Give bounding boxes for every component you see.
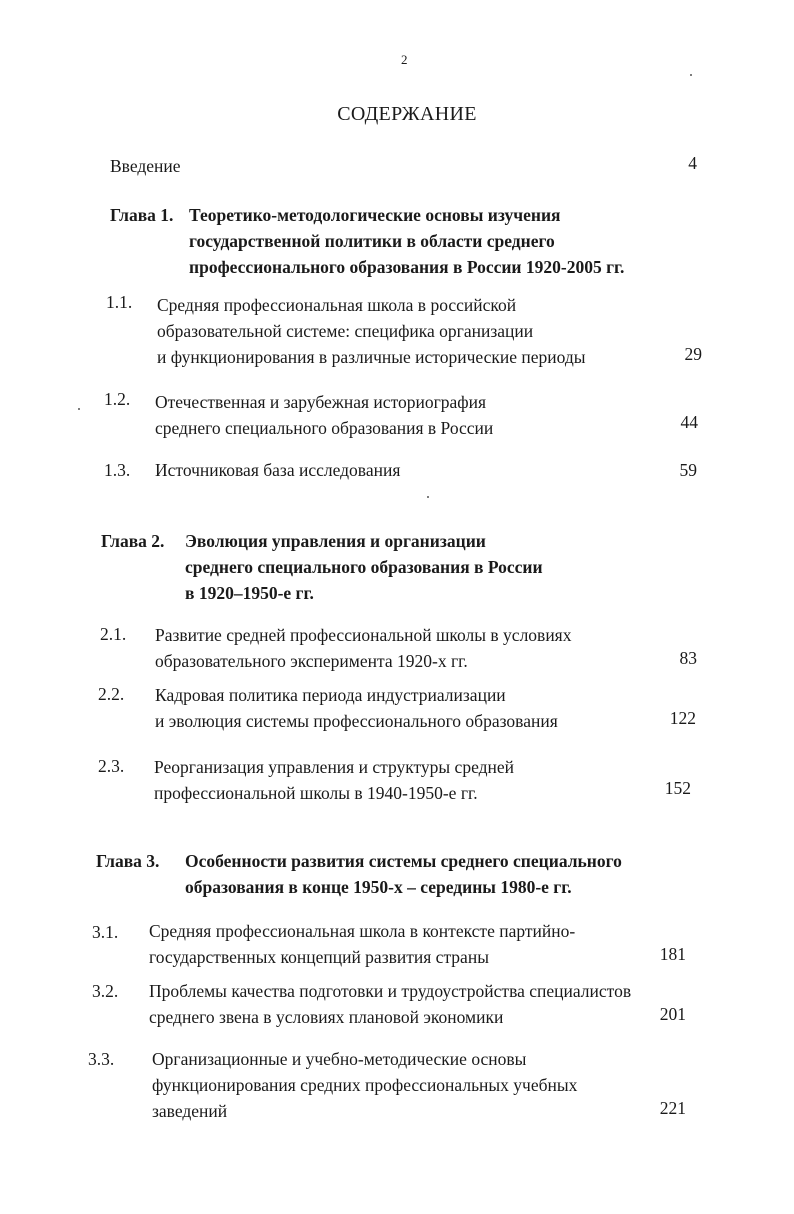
section-1-1-title <box>157 292 586 370</box>
section-2-3-title <box>154 754 514 806</box>
chapter-2-title <box>185 528 543 606</box>
toc-intro-page: 4 <box>688 153 697 173</box>
chapter-1-title-line: Теоретико-методологические основы изучения <box>189 205 561 225</box>
toc-title: СОДЕРЖАНИЕ <box>337 103 477 125</box>
section-1-3-page: 59 <box>679 460 697 480</box>
section-2-1-number: 2.1. <box>100 624 127 644</box>
chapter-1-title-line: профессионального образования в России 1920-2005 гг. <box>189 257 625 277</box>
section-2-1-page: 83 <box>679 648 697 668</box>
section-title-line: среднего специального образования в России <box>155 418 494 438</box>
chapter-1-label: Глава 1. <box>110 205 174 225</box>
section-3-1-title <box>149 918 575 970</box>
section-3-3-page: 221 <box>659 1098 686 1118</box>
section-3-3-number: 3.3. <box>88 1049 115 1069</box>
section-title-line: функционирования средних профессиональных учебных <box>152 1075 578 1095</box>
section-2-2-number: 2.2. <box>98 684 125 704</box>
section-1-1-page: 29 <box>684 344 702 364</box>
scan-speck <box>427 496 429 498</box>
section-title-line: Источниковая база исследования <box>155 460 401 480</box>
section-1-2-number: 1.2. <box>104 389 131 409</box>
chapter-2-title-line: среднего специального образования в России <box>185 557 543 577</box>
chapter-2-label: Глава 2. <box>101 531 165 551</box>
section-3-1-number: 3.1. <box>92 922 119 942</box>
chapter-2-title-line: в 1920–1950-е гг. <box>185 583 314 603</box>
chapter-1-title <box>189 202 624 280</box>
chapter-3-title-line: образования в конце 1950-х – середины 1980-е гг. <box>185 877 572 897</box>
section-1-2-page: 44 <box>680 412 698 432</box>
section-title-line: Организационные и учебно-методические основы <box>152 1049 527 1069</box>
scan-speck <box>690 74 692 76</box>
section-2-2-title <box>155 682 558 734</box>
section-title-line: среднего звена в условиях плановой экономики <box>149 1007 504 1027</box>
scan-speck <box>78 408 80 410</box>
section-2-3-page: 152 <box>664 778 691 798</box>
section-3-2-title <box>149 978 631 1030</box>
section-1-3-number: 1.3. <box>104 460 131 480</box>
section-title-line: Развитие средней профессиональной школы в условиях <box>155 625 572 645</box>
section-title-line: государственных концепций развития страны <box>149 947 489 967</box>
section-title-line: Реорганизация управления и структуры средней <box>154 757 515 777</box>
section-2-3-number: 2.3. <box>98 756 125 776</box>
section-3-2-number: 3.2. <box>92 981 119 1001</box>
section-2-1-title <box>155 622 571 674</box>
section-3-3-title <box>152 1046 577 1124</box>
section-title-line: Средняя профессиональная школа в контексте партийно- <box>149 921 576 941</box>
section-title-line: Проблемы качества подготовки и трудоустройства специалистов <box>149 981 632 1001</box>
section-1-2-title <box>155 389 493 441</box>
section-title-line: и функционирования в различные исторические периоды <box>157 347 586 367</box>
section-title-line: Средняя профессиональная школа в российской <box>157 295 517 315</box>
section-title-line: образовательной системе: специфика организации <box>157 321 534 341</box>
page-number: 2 <box>401 52 408 67</box>
chapter-3-title-line: Особенности развития системы среднего специального <box>185 851 622 871</box>
section-title-line: профессиональной школы в 1940-1950-е гг. <box>154 783 478 803</box>
toc-intro-label: Введение <box>110 156 181 176</box>
section-title-line: Отечественная и зарубежная историография <box>155 392 487 412</box>
section-title-line: заведений <box>152 1101 228 1121</box>
section-title-line: образовательного эксперимента 1920-х гг. <box>155 651 468 671</box>
section-1-3-title <box>155 457 400 483</box>
section-title-line: и эволюция системы профессионального образования <box>155 711 558 731</box>
section-3-1-page: 181 <box>659 944 686 964</box>
section-1-1-number: 1.1. <box>106 292 133 312</box>
section-2-2-page: 122 <box>669 708 696 728</box>
chapter-2-title-line: Эволюция управления и организации <box>185 531 486 551</box>
chapter-3-title <box>185 848 622 900</box>
chapter-3-label: Глава 3. <box>96 851 160 871</box>
section-3-2-page: 201 <box>659 1004 686 1024</box>
chapter-1-title-line: государственной политики в области среднего <box>189 231 555 251</box>
section-title-line: Кадровая политика периода индустриализации <box>155 685 506 705</box>
